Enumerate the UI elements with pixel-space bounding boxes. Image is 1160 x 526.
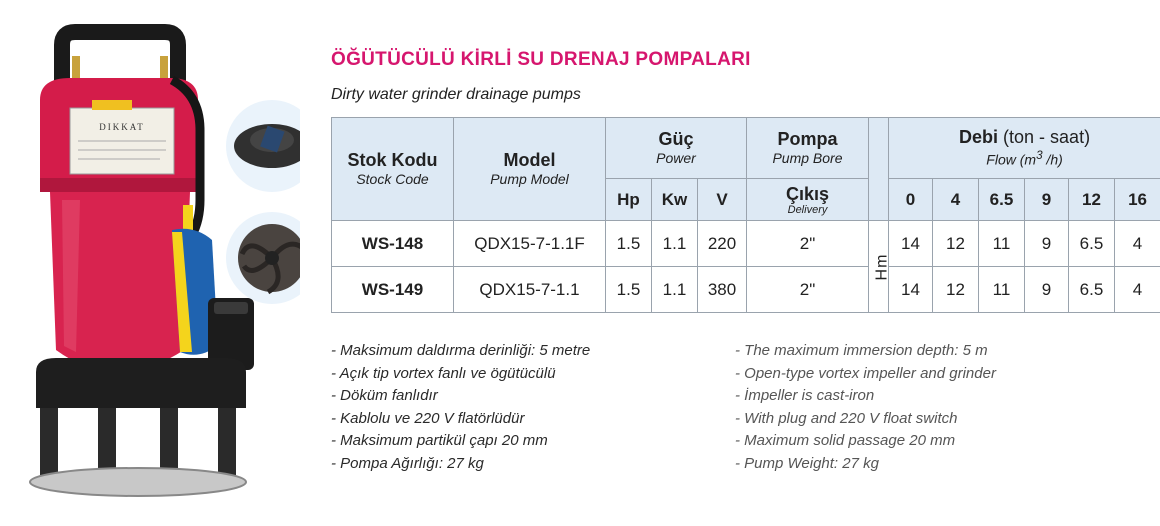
- cell-hp: 1.5: [606, 267, 652, 313]
- cell-code: WS-148: [332, 221, 454, 267]
- note-item: - With plug and 220 V float switch: [735, 408, 996, 431]
- table-row: [332, 221, 1160, 267]
- spec-table: [331, 117, 1160, 313]
- cell-hp: 1.5: [606, 221, 652, 267]
- note-item: - Pump Weight: 27 kg: [735, 453, 996, 476]
- header-stock-code-en: Stock Code: [332, 170, 453, 188]
- note-item: - Open-type vortex impeller and grinder: [735, 363, 996, 386]
- header-flow-unit: (ton - saat): [1003, 127, 1090, 147]
- cell-kw: 1.1: [652, 221, 698, 267]
- leg-1: [40, 408, 58, 478]
- cell-flow: 12: [933, 221, 979, 267]
- cell-delivery: 2": [747, 267, 869, 313]
- cell-flow: 14: [889, 267, 933, 313]
- cell-flow: 6.5: [1069, 267, 1115, 313]
- pump-product-image: [0, 0, 300, 521]
- note-item: - Pompa Ağırlığı: 27 kg: [331, 453, 590, 476]
- header-model-tr: Model: [454, 150, 605, 170]
- header-spacer: [869, 118, 889, 221]
- cell-flow: 11: [979, 221, 1025, 267]
- cell-model: QDX15-7-1.1: [454, 267, 606, 313]
- cell-code: WS-149: [332, 267, 454, 313]
- header-v: V: [698, 179, 747, 221]
- motor-flange: [40, 178, 198, 192]
- cell-flow: 11: [979, 267, 1025, 313]
- terminal-left: [72, 56, 80, 78]
- header-flow-sup: 3: [1036, 149, 1042, 162]
- note-item: - Maximum solid passage 20 mm: [735, 430, 996, 453]
- note-item: - The maximum immersion depth: 5 m: [735, 340, 996, 363]
- warning-label-title: DIKKAT: [99, 122, 145, 132]
- header-delivery-en: Delivery: [747, 204, 868, 216]
- cell-flow: 4: [1115, 267, 1160, 313]
- header-head-4: 4: [933, 179, 979, 221]
- header-power-tr: Güç: [606, 129, 746, 149]
- cell-flow: 4: [1115, 221, 1160, 267]
- header-power: [606, 118, 747, 179]
- header-flow-tr: Debi: [959, 127, 998, 147]
- header-model: [454, 118, 606, 221]
- hm-label: Hm: [873, 253, 891, 280]
- header-pump: [747, 118, 869, 179]
- header-delivery-tr: Çıkış: [747, 184, 868, 204]
- pump-illustration: [0, 0, 300, 521]
- cell-v: 380: [698, 267, 747, 313]
- label-tab: [92, 100, 132, 110]
- cell-flow: 6.5: [1069, 221, 1115, 267]
- terminal-right: [160, 56, 168, 78]
- header-kw: Kw: [652, 179, 698, 221]
- header-power-en: Power: [606, 149, 746, 167]
- header-flow-en-suffix: /h): [1043, 152, 1063, 168]
- header-pump-tr: Pompa: [747, 129, 868, 149]
- header-head-16: 16: [1115, 179, 1160, 221]
- header-head-9: 9: [1025, 179, 1069, 221]
- cell-kw: 1.1: [652, 267, 698, 313]
- cell-flow: 12: [933, 267, 979, 313]
- header-head-12: 12: [1069, 179, 1115, 221]
- note-item: - Açık tip vortex fanlı ve ögütücülü: [331, 363, 590, 386]
- cell-flow: 9: [1025, 267, 1069, 313]
- note-item: - İmpeller is cast-iron: [735, 385, 996, 408]
- cell-flow: 14: [889, 221, 933, 267]
- note-item: - Maksimum partikül çapı 20 mm: [331, 430, 590, 453]
- note-item: - Döküm fanlıdır: [331, 385, 590, 408]
- cell-v: 220: [698, 221, 747, 267]
- header-flow-en: Flow (m: [986, 152, 1036, 168]
- cell-flow: 9: [1025, 221, 1069, 267]
- notes-turkish: [331, 340, 590, 476]
- header-head-0: 0: [889, 179, 933, 221]
- page-title: ÖĞÜTÜCÜLÜ KİRLİ SU DRENAJ POMPALARI: [331, 49, 751, 71]
- header-model-en: Pump Model: [454, 170, 605, 188]
- note-item: - Maksimum daldırma derinliği: 5 metre: [331, 340, 590, 363]
- table-row: [332, 267, 1160, 313]
- cell-hm: [869, 221, 889, 313]
- page-subtitle: Dirty water grinder drainage pumps: [331, 86, 581, 104]
- notes-english: [735, 340, 996, 476]
- header-hp: Hp: [606, 179, 652, 221]
- leg-4: [218, 408, 236, 478]
- header-delivery: [747, 179, 869, 221]
- header-stock-code-tr: Stok Kodu: [332, 150, 453, 170]
- header-pump-en: Pump Bore: [747, 149, 868, 167]
- header-stock-code: [332, 118, 454, 221]
- pump-base: [36, 358, 246, 408]
- note-item: - Kablolu ve 220 V flatörlüdür: [331, 408, 590, 431]
- header-head-6-5: 6.5: [979, 179, 1025, 221]
- cell-model: QDX15-7-1.1F: [454, 221, 606, 267]
- base-ring: [30, 468, 246, 496]
- header-flow: [889, 118, 1160, 179]
- cell-delivery: 2": [747, 221, 869, 267]
